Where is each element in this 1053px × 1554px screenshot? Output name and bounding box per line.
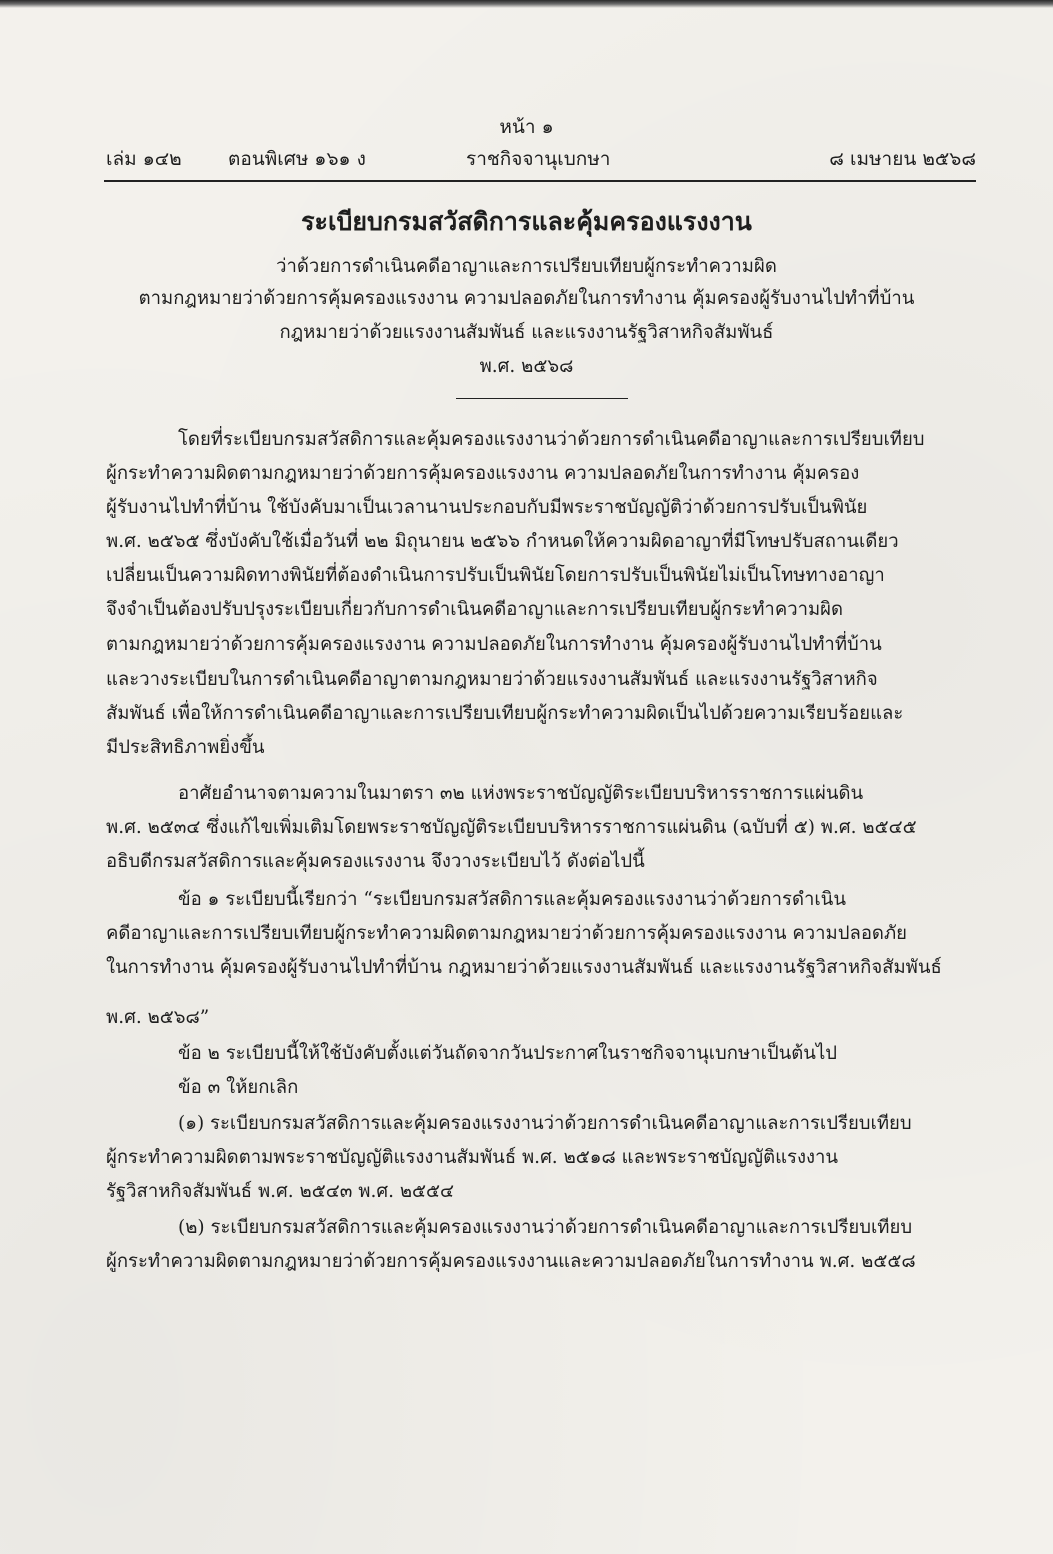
gazette-header — [106, 144, 976, 172]
repealed-item-2-line: (๒) ระเบียบกรมสวัสดิการและคุ้มครองแรงงานว่าด้วยการดำเนินคดีอาญาและการเปรียบเทียบ — [178, 1217, 913, 1238]
paragraph-line: ผู้กระทำความผิดตามกฎหมายว่าด้วยการคุ้มครองแรงงาน ความปลอดภัยในการทำงาน คุ้มครอง — [106, 463, 860, 484]
paragraph-line: สัมพันธ์ เพื่อให้การดำเนินคดีอาญาและการเปรียบเทียบผู้กระทำความผิดเป็นไปด้วยความเรียบร้อยและ — [106, 703, 904, 724]
gazette-name: ราชกิจจานุเบกษา — [466, 148, 611, 170]
publication-date: ๘ เมษายน ๒๕๖๘ — [829, 148, 976, 170]
paragraph-line: พ.ศ. ๒๕๓๔ ซึ่งแก้ไขเพิ่มเติมโดยพระราชบัญญัติระเบียบบริหารราชการแผ่นดิน (ฉบับที่ ๕) พ.ศ. ๒๕๔๕ — [106, 817, 917, 838]
page-number: หน้า ๑ — [499, 116, 554, 138]
regulation-title: ระเบียบกรมสวัสดิการและคุ้มครองแรงงาน — [301, 207, 752, 236]
clause-1-line: พ.ศ. ๒๕๖๘” — [106, 1007, 210, 1028]
paragraph-line: และวางระเบียบในการดำเนินคดีอาญาตามกฎหมายว่าด้วยแรงงานสัมพันธ์ และแรงงานรัฐวิสาหกิจ — [106, 669, 878, 690]
paragraph-line: เปลี่ยนเป็นความผิดทางพินัยที่ต้องดำเนินการปรับเป็นพินัยโดยการปรับเป็นพินัยไม่เป็นโทษทางอาญา — [106, 565, 885, 586]
regulation-subtitle-2: ตามกฎหมายว่าด้วยการคุ้มครองแรงงาน ความปลอดภัยในการทำงาน คุ้มครองผู้รับงานไปทำที่บ้าน — [138, 288, 915, 309]
header-divider — [104, 180, 976, 182]
regulation-year: พ.ศ. ๒๕๖๘ — [479, 356, 574, 377]
clause-1-line: ในการทำงาน คุ้มครองผู้รับงานไปทำที่บ้าน กฎหมายว่าด้วยแรงงานสัมพันธ์ และแรงงานรัฐวิสาหกิจสัมพันธ์ — [106, 957, 942, 978]
paragraph-line: อธิบดีกรมสวัสดิการและคุ้มครองแรงงาน จึงวางระเบียบไว้ ดังต่อไปนี้ — [106, 851, 645, 872]
regulation-subtitle-3: กฎหมายว่าด้วยแรงงานสัมพันธ์ และแรงงานรัฐวิสาหกิจสัมพันธ์ — [279, 322, 774, 343]
repealed-item-1-line: รัฐวิสาหกิจสัมพันธ์ พ.ศ. ๒๕๔๓ พ.ศ. ๒๕๕๔ — [106, 1181, 455, 1202]
title-divider — [456, 398, 628, 399]
paragraph-line: ตามกฎหมายว่าด้วยการคุ้มครองแรงงาน ความปลอดภัยในการทำงาน คุ้มครองผู้รับงานไปทำที่บ้าน — [106, 634, 882, 655]
repealed-item-2-line: ผู้กระทำความผิดตามกฎหมายว่าด้วยการคุ้มครองแรงงานและความปลอดภัยในการทำงาน พ.ศ. ๒๕๕๘ — [106, 1251, 916, 1272]
issue-number: ตอนพิเศษ ๑๖๑ ง — [228, 148, 366, 170]
paragraph-line: มีประสิทธิภาพยิ่งขึ้น — [106, 737, 265, 758]
clause-2: ข้อ ๒ ระเบียบนี้ให้ใช้บังคับตั้งแต่วันถัดจากวันประกาศในราชกิจจานุเบกษาเป็นต้นไป — [178, 1043, 837, 1064]
paragraph-line: ผู้รับงานไปทำที่บ้าน ใช้บังคับมาเป็นเวลานานประกอบกับมีพระราชบัญญัติว่าด้วยการปรับเป็นพินัย — [106, 497, 868, 518]
paragraph-line: โดยที่ระเบียบกรมสวัสดิการและคุ้มครองแรงงานว่าด้วยการดำเนินคดีอาญาและการเปรียบเทียบ — [178, 429, 925, 450]
repealed-item-1-line: ผู้กระทำความผิดตามพระราชบัญญัติแรงงานสัมพันธ์ พ.ศ. ๒๕๑๘ และพระราชบัญญัติแรงงาน — [106, 1147, 839, 1168]
clause-1-line: ข้อ ๑ ระเบียบนี้เรียกว่า “ระเบียบกรมสวัสดิการและคุ้มครองแรงงานว่าด้วยการดำเนิน — [178, 889, 846, 910]
clause-3: ข้อ ๓ ให้ยกเลิก — [178, 1077, 299, 1098]
paragraph-line: จึงจำเป็นต้องปรับปรุงระเบียบเกี่ยวกับการดำเนินคดีอาญาและการเปรียบเทียบผู้กระทำความผิด — [106, 599, 844, 620]
paragraph-line: อาศัยอำนาจตามความในมาตรา ๓๒ แห่งพระราชบัญญัติระเบียบบริหารราชการแผ่นดิน — [178, 783, 864, 804]
clause-1-line: คดีอาญาและการเปรียบเทียบผู้กระทำความผิดตามกฎหมายว่าด้วยการคุ้มครองแรงงาน ความปลอดภัย — [106, 923, 907, 944]
volume-number: เล่ม ๑๔๒ — [106, 148, 182, 170]
scan-top-edge — [0, 0, 1053, 8]
paragraph-line: พ.ศ. ๒๕๖๕ ซึ่งบังคับใช้เมื่อวันที่ ๒๒ มิถุนายน ๒๕๖๖ กำหนดให้ความผิดอาญาที่มีโทษปรับสถานเดียว — [106, 531, 899, 552]
regulation-subtitle-1: ว่าด้วยการดำเนินคดีอาญาและการเปรียบเทียบผู้กระทำความผิด — [276, 256, 777, 277]
repealed-item-1-line: (๑) ระเบียบกรมสวัสดิการและคุ้มครองแรงงานว่าด้วยการดำเนินคดีอาญาและการเปรียบเทียบ — [178, 1113, 912, 1134]
